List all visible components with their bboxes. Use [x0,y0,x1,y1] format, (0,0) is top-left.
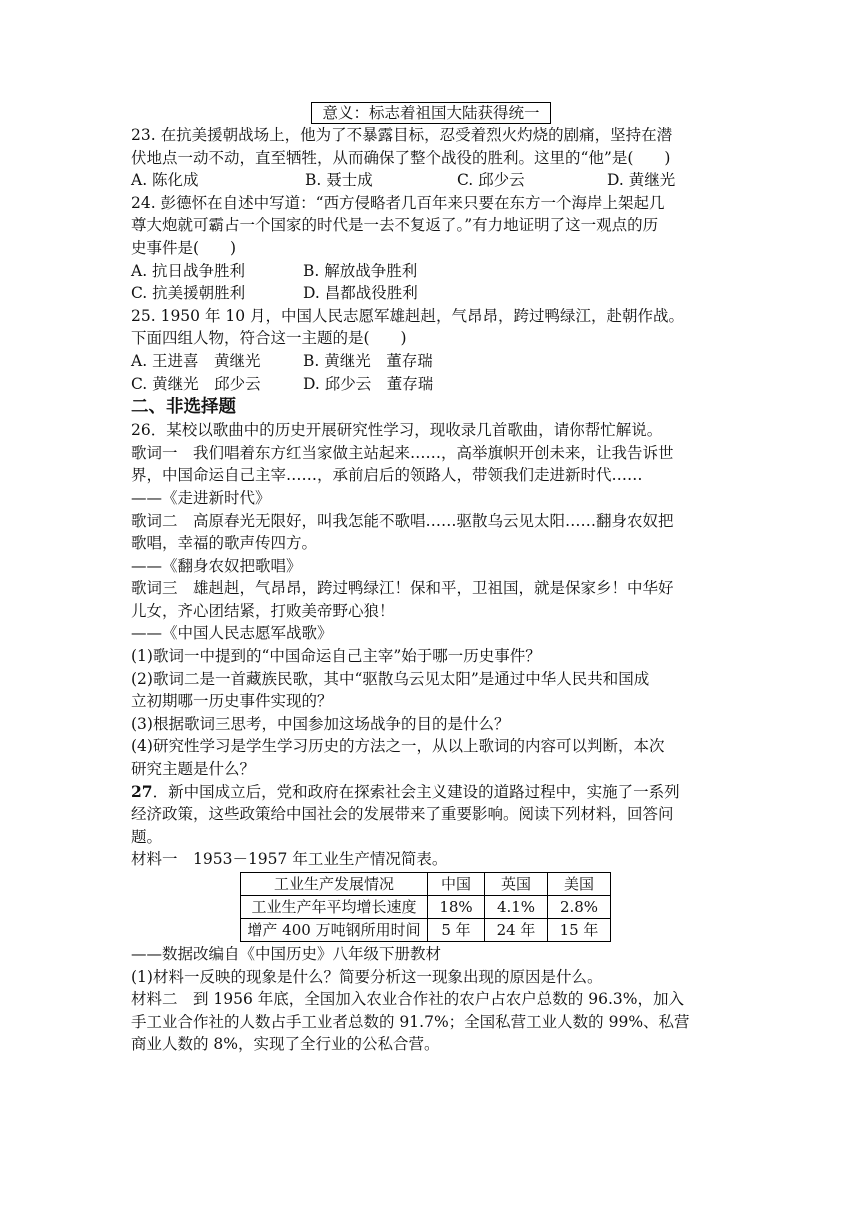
q27-line-3: 题。 [131,827,163,846]
table-header-row [241,873,611,896]
q27-after-3: 材料二 到 1956 年底，全国加入农业合作社的农户占农户总数的 96.3%，加入 [131,990,684,1009]
q27-line-1-text: ．新中国成立后，党和政府在探索社会主义建设的道路过程中，实施了一系列 [152,782,680,801]
q27-after-1: ——数据改编自《中国历史》八年级下册教材 [131,945,442,963]
q25-line-1: 25. 1950 年 10 月，中国人民志愿军雄赳赳，气昂昂，跨过鸭绿江，赴朝作战。 [131,306,685,325]
q27-line-4: 材料一 1953－1957 年工业生产情况简表。 [131,850,448,869]
q26-line-13: 立初期哪一历史事件实现的？ [131,692,333,711]
q23-option-d[interactable]: D. 黄继光 [607,171,676,190]
q26-line-3: 界，中国命运自己主宰……，承前启后的领路人，带领我们走进新时代…… [131,466,643,485]
question-26 [131,419,731,781]
q25-line-2: 下面四组人物，符合这一主题的是( ) [131,329,407,348]
q24-options-row-2 [131,282,731,305]
table-row [241,896,611,919]
q26-line-10: ——《中国人民志愿军战歌》 [131,624,333,643]
question-25 [131,305,731,395]
industry-table [240,872,611,942]
table-cell: 18% [428,896,485,919]
q25-option-b[interactable]: B. 黄继光 董存瑞 [303,351,433,370]
question-27 [131,781,731,1056]
q25-options-row-1 [131,350,731,373]
q23-option-c[interactable]: C. 邱少云 [457,171,525,190]
q27-after-2: (1)材料一反映的现象是什么？简要分析这一现象出现的原因是什么。 [131,967,603,986]
section-heading: 二、非选择题 [131,397,236,418]
q25-option-d[interactable]: D. 邱少云 董存瑞 [303,374,434,393]
q25-option-a[interactable]: A. 王进喜 黄继光 [131,351,261,370]
q24-option-d[interactable]: D. 昌都战役胜利 [303,284,418,303]
table-header-cell: 中国 [428,873,485,896]
table-cell: 增产 400 万吨钢所用时间 [241,919,428,942]
q27-number: 27 [131,781,153,801]
q27-line-1 [131,781,731,804]
q24-option-a[interactable]: A. 抗日战争胜利 [131,261,246,280]
q26-line-4: ——《走进新时代》 [131,488,271,507]
q26-line-12: (2)歌词二是一首藏族民歌，其中“驱散乌云见太阳”是通过中华人民共和国成 [131,669,650,688]
q23-options [131,169,731,192]
q23-option-a[interactable]: A. 陈化成 [131,171,199,190]
table-cell: 工业生产年平均增长速度 [241,896,428,919]
q26-line-14: (3)根据歌词三思考，中国参加这场战争的目的是什么？ [131,714,510,733]
table-cell: 24 年 [485,919,548,942]
q24-option-c[interactable]: C. 抗美援朝胜利 [131,284,246,303]
q23-option-b[interactable]: B. 聂士成 [305,171,373,190]
q26-line-16: 研究主题是什么？ [131,760,256,779]
q26-line-7: ——《翻身农奴把歌唱》 [131,556,302,575]
q27-after-4: 手工业合作社的人数占手工业者总数的 91.7%；全国私营工业人数的 99%、私营 [131,1012,690,1031]
q26-line-5: 歌词二 高原春光无限好，叫我怎能不歌唱……驱散乌云见太阳……翻身农奴把 [131,511,674,530]
q26-line-9: 儿女，齐心团结紧，打败美帝野心狼！ [131,601,395,620]
q24-line-3: 史事件是( ) [131,238,237,257]
q27-after-5: 商业人数的 8%，实现了全行业的公私合营。 [131,1035,440,1054]
question-24 [131,192,731,305]
q23-line-1: 23. 在抗美援朝战场上，他为了不暴露目标，忍受着烈火灼烧的剧痛，坚持在潜 [131,126,673,144]
table-header-cell: 美国 [548,873,611,896]
q23-line-2: 伏地点一动不动，直至牺牲，从而确保了整个战役的胜利。这里的“他”是( ) [131,148,671,167]
table-cell: 4.1% [485,896,548,919]
top-box-line [131,100,731,124]
table-cell: 2.8% [548,896,611,919]
table-cell: 5 年 [428,919,485,942]
q26-line-6: 歌唱，幸福的歌声传四方。 [131,534,318,553]
exam-page [131,100,731,1056]
q26-line-11: (1)歌词一中提到的“中国命运自己主宰”始于哪一历史事件？ [131,647,541,666]
q26-line-2: 歌词一 我们唱着东方红当家做主站起来……，高举旗帜开创未来，让我告诉世 [131,443,674,462]
table-cell: 15 年 [548,919,611,942]
q26-line-1: 26．某校以歌曲中的历史开展研究性学习，现收录几首歌曲，请你帮忙解说。 [131,421,663,440]
question-23 [131,124,731,192]
q24-options-row-1 [131,260,731,283]
q24-line-1: 24. 彭德怀在自述中写道：“西方侵略者几百年来只要在东方一个海岸上架起几 [131,193,665,212]
q24-option-b[interactable]: B. 解放战争胜利 [303,261,418,280]
significance-box: 意义：标志着祖国大陆获得统一 [311,102,550,124]
q26-line-15: (4)研究性学习是学生学习历史的方法之一，从以上歌词的内容可以判断，本次 [131,737,665,756]
q27-line-2: 经济政策，这些政策给中国社会的发展带来了重要影响。阅读下列材料，回答问 [131,805,674,824]
q25-option-c[interactable]: C. 黄继光 邱少云 [131,374,261,393]
q25-options-row-2 [131,373,731,396]
table-header-cell: 英国 [485,873,548,896]
table-header-cell: 工业生产发展情况 [241,873,428,896]
q24-line-2: 尊大炮就可霸占一个国家的时代是一去不复返了。”有力地证明了这一观点的历 [131,216,659,235]
q26-line-8: 歌词三 雄赳赳，气昂昂，跨过鸭绿江！保和平，卫祖国，就是保家乡！中华好 [131,579,674,598]
table-row [241,919,611,942]
